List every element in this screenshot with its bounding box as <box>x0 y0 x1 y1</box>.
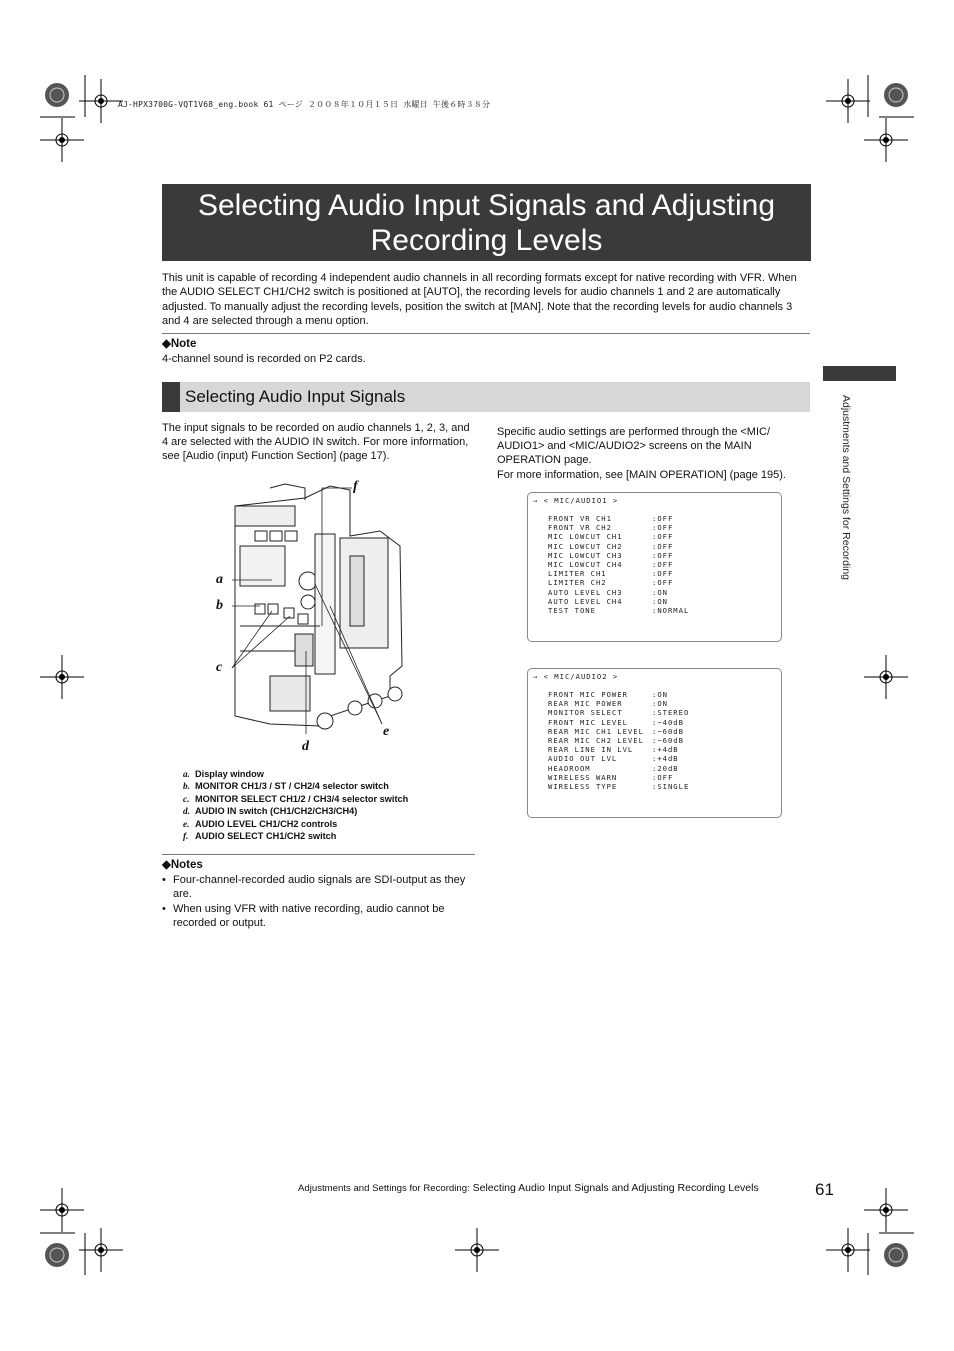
legend-item: c. MONITOR SELECT CH1/2 / CH3/4 selector switch <box>183 793 409 804</box>
screen-row: HEADROOM :20dB <box>548 763 679 773</box>
page-title-text: Selecting Audio Input Signals and Adjusting Recording Levels <box>197 188 776 257</box>
screen-row: MIC LOWCUT CH2 :OFF <box>548 541 674 551</box>
screen-row: FRONT MIC POWER :ON <box>548 690 668 699</box>
notes-heading: ◆Notes <box>162 859 203 871</box>
screen-row: MIC LOWCUT CH4 :OFF <box>548 560 674 569</box>
legend-item: b. MONITOR CH1/3 / ST / CH2/4 selector switch <box>183 781 389 792</box>
screen-row: LIMITER CH1 :OFF <box>548 569 674 579</box>
notes-item: • When using VFR with native recording, audio cannot be recorded or output. <box>162 902 474 931</box>
divider <box>162 854 475 855</box>
crosshair-mark <box>864 655 908 699</box>
screen-row: MIC LOWCUT CH1 :OFF <box>548 532 674 542</box>
section-title: Selecting Audio Input Signals <box>185 387 406 406</box>
figure-label-c: c <box>216 660 223 675</box>
crosshair-mark <box>79 1228 123 1272</box>
screen-row: FRONT VR CH1 :OFF <box>548 514 674 523</box>
section-header <box>162 382 810 412</box>
col2-paragraph-ref: For more information, see [MAIN OPERATION] (page 195). <box>497 468 786 481</box>
figure-legend <box>183 768 408 842</box>
footer-chapter: Adjustments and Settings for Recording: <box>298 1183 470 1194</box>
col1-paragraph: The input signals to be recorded on audio channels 1, 2, 3, and 4 are selected with the AUDIO IN switch. For more information, see [Audio (input) Function Section] (page 17). <box>162 422 470 463</box>
intro-paragraph: This unit is capable of recording 4 independent audio channels in all recording formats except for native recording with VFR. When the AUDIO SELECT CH1/CH2 switch is positioned at [AUTO], the recording levels for audio channels 1 and 2 are automatically adjusted. To manually adjust the recording levels, position the switch at [MAN]. Note that the recording levels for audio channels 3 and 4 are selected through a menu option. <box>162 272 797 328</box>
notes-item: • Four-channel-recorded audio signals are SDI-output as they are. <box>162 873 474 902</box>
legend-item: f. AUDIO SELECT CH1/CH2 switch <box>183 831 337 842</box>
screen-row: REAR MIC POWER :ON <box>548 699 668 709</box>
crosshair-mark <box>864 118 908 162</box>
note-text: 4-channel sound is recorded on P2 cards. <box>162 353 366 365</box>
crosshair-mark <box>455 1228 499 1272</box>
screen-row: TEST TONE :NORMAL <box>548 606 690 615</box>
screen-row: FRONT VR CH2 :OFF <box>548 523 674 533</box>
crosshair-mark <box>40 655 84 699</box>
figure-label-d: d <box>302 739 309 754</box>
crosshair-mark <box>826 79 870 123</box>
screen-row: REAR MIC CH1 LEVEL :−60dB <box>548 726 684 736</box>
crosshair-mark <box>79 79 123 123</box>
notes-list <box>162 873 474 931</box>
crosshair-mark <box>40 118 84 162</box>
screen-row: AUTO LEVEL CH3 :ON <box>548 587 668 597</box>
legend-item: a. Display window <box>183 769 264 779</box>
legend-item: d. AUDIO IN switch (CH1/CH2/CH3/CH4) <box>183 806 358 817</box>
legend-item: e. AUDIO LEVEL CH1/CH2 controls <box>183 818 338 829</box>
crosshair-mark <box>40 1188 84 1232</box>
screen-row: WIRELESS TYPE :SINGLE <box>548 782 690 791</box>
print-header: AJ-HPX3700G-VQT1V68_eng.book 61 ページ ２００８年１０月１５日 水曜日 午後６時３８分 <box>118 100 491 109</box>
page-number: 61 <box>815 1180 834 1199</box>
screen-row: MONITOR SELECT :STEREO <box>548 708 690 718</box>
screen-row: REAR MIC CH2 LEVEL :−60dB <box>548 736 684 745</box>
side-tab <box>823 366 896 381</box>
figure-label-e: e <box>383 724 390 739</box>
screen-row: FRONT MIC LEVEL :−40dB <box>548 717 684 727</box>
figure-label-b: b <box>216 598 223 613</box>
side-tab-label: Adjustments and Settings for Recording <box>840 395 852 581</box>
page-footer <box>298 1182 759 1194</box>
screen-row: LIMITER CH2 :OFF <box>548 578 674 588</box>
screen-row: REAR LINE IN LVL :+4dB <box>548 745 679 755</box>
mic-audio2-screen <box>527 668 782 818</box>
screen-header: → < MIC/AUDIO2 > <box>533 672 619 681</box>
note-heading: ◆Note <box>162 338 197 350</box>
page-title <box>162 184 811 261</box>
mic-audio1-screen <box>527 492 782 642</box>
screen-row: AUDIO OUT LVL :+4dB <box>548 754 679 764</box>
section-marker <box>162 382 180 412</box>
figure-label-a: a <box>216 572 223 587</box>
col2-text <box>497 425 809 482</box>
col2-paragraph: Specific audio settings are performed through the <MIC/ AUDIO1> and <MIC/AUDIO2> screens on the MAIN OPERATION page. <box>497 426 771 467</box>
crosshair-mark <box>864 1188 908 1232</box>
divider <box>162 333 810 334</box>
figure-label-f: f <box>353 479 358 494</box>
screen-row: AUTO LEVEL CH4 :ON <box>548 596 668 606</box>
footer-title: Selecting Audio Input Signals and Adjusting Recording Levels <box>469 1182 759 1194</box>
crosshair-mark <box>826 1228 870 1272</box>
camera-illustration <box>210 476 420 756</box>
screen-row: WIRELESS WARN :OFF <box>548 772 674 782</box>
screen-row: MIC LOWCUT CH3 :OFF <box>548 550 674 560</box>
screen-header: → < MIC/AUDIO1 > <box>533 496 619 505</box>
